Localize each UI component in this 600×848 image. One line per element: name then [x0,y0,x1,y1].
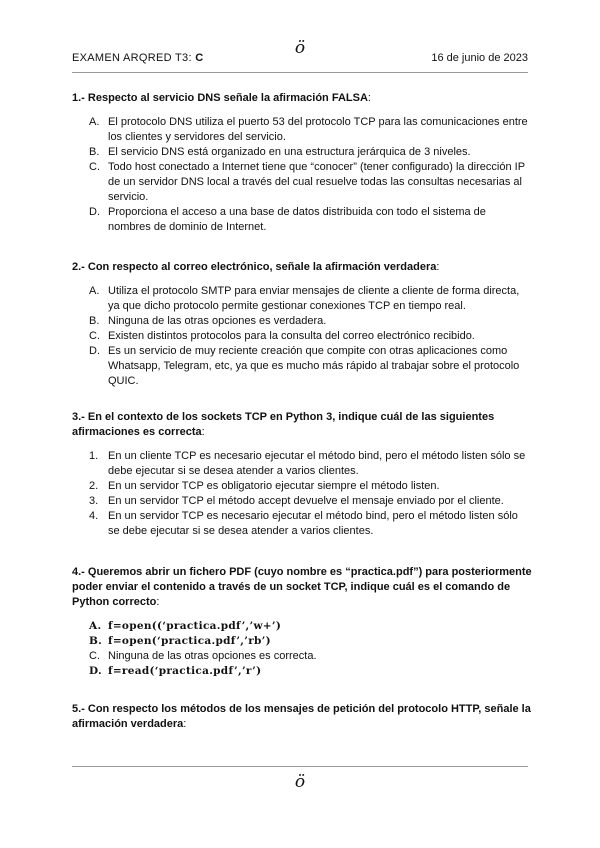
option-item: D. Proporciona el acceso a una base de datos distribuida con todo el sistema de nombres de dominio de Internet. [89,206,486,233]
question-5 [72,702,532,732]
option-item: 4. En un servidor TCP es necesario ejecutar el método bind, pero el método listen sólo se debe ejecutar si se desea atender a varios clientes. [89,510,518,537]
option-item: A. Utiliza el protocolo SMTP para enviar mensajes de cliente a cliente de forma directa, ya que dicho protocolo permite gestionar conexiones TCP en tiempo real. [89,285,520,312]
option-item: B. f=open(‘practica.pdf’,’rb’) [89,635,271,647]
option-item: 1. En un cliente TCP es necesario ejecutar el método bind, pero el método listen sólo se debe ejecutar si se desea atender a varios clientes. [89,450,526,477]
question-title: 5.- Con respecto los métodos de los mensajes de petición del protocolo HTTP, señale la afirmación verdadera: [72,703,531,730]
question-2 [72,260,532,389]
question-title: 1.- Respecto al servicio DNS señale la afirmación FALSA: [72,92,371,104]
question-1 [72,91,532,235]
question-title: 4.- Queremos abrir un fichero PDF (cuyo nombre es “practica.pdf”) para posteriormente poder enviar el contenido a través de un socket TCP, indique cuál es el comando de Python correcto: [72,566,532,608]
option-item: B. Ninguna de las otras opciones es verdadera. [89,315,327,327]
option-item: D. f=read(‘practica.pdf’,’r’) [89,665,262,677]
option-item: A. f=open((‘practica.pdf’,’w+’) [89,620,282,632]
logo-glyph: ö [294,38,306,58]
header-rule [72,72,528,73]
question-4 [72,565,532,679]
footer-rule [72,766,528,767]
exam-variant: C [195,52,204,64]
exam-date: 16 de junio de 2023 [431,52,528,64]
option-item: A. El protocolo DNS utiliza el puerto 53 del protocolo TCP para las comunicaciones entre los clientes y servidores del servicio. [89,116,528,143]
question-title: 2.- Con respecto al correo electrónico, señale la afirmación verdadera: [72,261,440,273]
exam-label: EXAMEN ARQRED T3: C [72,52,204,64]
option-item: 2. En un servidor TCP es obligatorio ejecutar siempre el método listen. [89,480,440,492]
option-item: 3. En un servidor TCP el método accept devuelve el mensaje enviado por el cliente. [89,495,504,507]
option-item: C. Todo host conectado a Internet tiene que “conocer” (tener configurado) la dirección IP de un servidor DNS local a través del cual resuelve todas las consultas necesarias al servicio. [89,161,525,203]
option-item: C. Existen distintos protocolos para la consulta del correo electrónico recibido. [89,330,475,342]
question-3 [72,410,532,539]
footer-logo-glyph: ö [294,772,306,792]
question-title: 3.- En el contexto de los sockets TCP en Python 3, indique cuál de las siguientes afirmaciones es correcta: [72,411,495,438]
option-item: B. El servicio DNS está organizado en una estructura jerárquica de 3 niveles. [89,146,471,158]
option-item: D. Es un servicio de muy reciente creación que compite con otras aplicaciones como Whatsapp, Telegram, etc, ya que es mucho más rápido al trabajar sobre el protocolo QUIC. [89,345,520,387]
option-item: C. Ninguna de las otras opciones es correcta. [89,650,317,662]
